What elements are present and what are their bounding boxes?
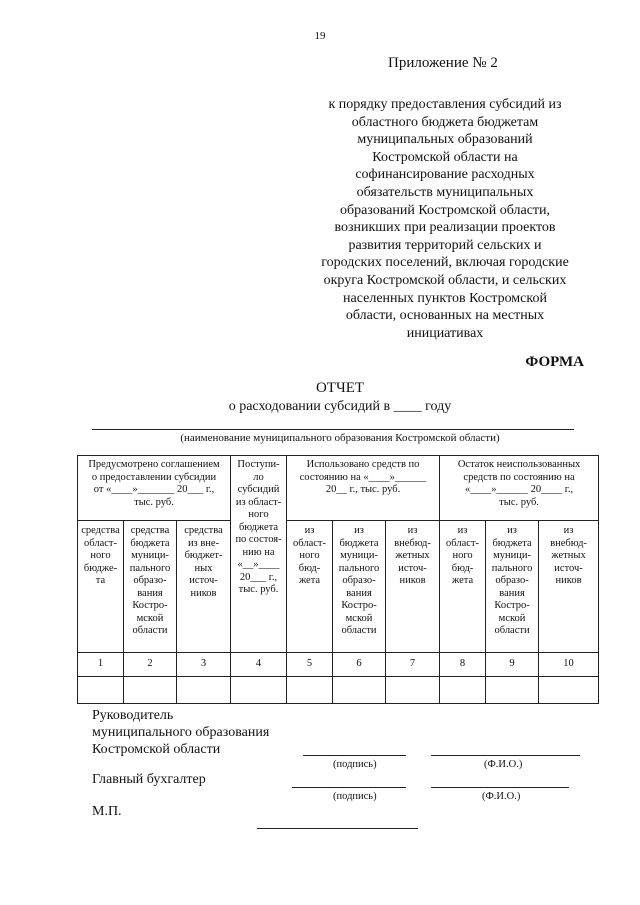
- chief-accountant-label: Главный бухгалтер: [92, 772, 206, 787]
- data-cell[interactable]: [231, 677, 287, 704]
- header-received-subsidies: Поступи- ло субсидий из област- ного бюджета по состоя- нию на «__»____ 20___ г., тыс. руб.: [231, 456, 287, 653]
- subheader-balance-regional: из област- ного бюд- жета: [440, 521, 486, 653]
- column-number: 6: [333, 653, 386, 677]
- data-cell[interactable]: [78, 677, 124, 704]
- data-cell[interactable]: [287, 677, 333, 704]
- subheader-used-extrabudget: из внебюд- жетных источ- ников: [386, 521, 440, 653]
- column-number: 3: [177, 653, 231, 677]
- report-table: [77, 455, 599, 704]
- purpose-line: софинансирование расходных: [355, 167, 535, 183]
- signature-note: (подпись): [333, 759, 377, 770]
- header-used-funds: Использовано средств по состоянию на «____»______ 20__ г., тыс. руб.: [287, 456, 440, 521]
- head-signature-line: [303, 755, 406, 756]
- head-line: Костромской области: [92, 742, 221, 757]
- purpose-line: к порядку предоставления субсидий из: [328, 97, 562, 112]
- stamp-label: М.П.: [92, 804, 122, 819]
- municipality-caption: (наименование муниципального образования Костромской области): [180, 432, 500, 444]
- column-number: 1: [78, 653, 124, 677]
- subheader-used-municipal: из бюджета муници- пального образо- вания Костро- мской области: [333, 521, 386, 653]
- purpose-line: областного бюджета бюджетам: [351, 114, 539, 130]
- subheader-used-regional: из област- ного бюд- жета: [287, 521, 333, 653]
- purpose-line: образований Костромской области,: [339, 202, 551, 218]
- column-number: 8: [440, 653, 486, 677]
- purpose-line: области, основанных на местных: [345, 308, 545, 324]
- purpose-line: округа Костромской области, и сельских: [323, 272, 567, 288]
- purpose-line: Костромской области на: [372, 149, 518, 165]
- signature-note: (подпись): [333, 791, 377, 802]
- head-signatory: [92, 707, 269, 758]
- form-label: ФОРМА: [525, 354, 584, 370]
- data-cell[interactable]: [486, 677, 539, 704]
- stamp-line: [257, 828, 418, 829]
- purpose-line: обязательств муниципальных: [356, 184, 534, 200]
- column-number: 5: [287, 653, 333, 677]
- column-number: 4: [231, 653, 287, 677]
- header-unused-balance: Остаток неиспользованных средств по состоянию на «____»______ 20____ г., тыс. руб.: [440, 456, 599, 521]
- subheader-municipal-funds: средства бюджета муници- пального образо- вания Костро- мской области: [124, 521, 177, 653]
- purpose-line: возникших при реализации проектов: [334, 220, 556, 236]
- head-line: Руководитель: [92, 708, 174, 723]
- municipality-line: [92, 429, 574, 430]
- column-number: 10: [539, 653, 599, 677]
- purpose-line: городских поселений, включая городские: [321, 255, 569, 271]
- subheader-extrabudget-funds: средства из вне- бюджет- ных источ- ников: [177, 521, 231, 653]
- data-cell[interactable]: [124, 677, 177, 704]
- data-cell[interactable]: [440, 677, 486, 704]
- column-number: 9: [486, 653, 539, 677]
- head-line: муниципального образования: [92, 725, 270, 740]
- purpose-line: инициативах: [406, 325, 484, 341]
- header-agreement-provided: Предусмотрено соглашением о предоставлении субсидии от «____»_______ 20___ г., тыс. руб.: [78, 456, 231, 521]
- report-subtitle: о расходовании субсидий в ____ году: [228, 399, 452, 414]
- subheader-balance-extrabudget: из внебюд- жетных источ- ников: [539, 521, 599, 653]
- column-number: 2: [124, 653, 177, 677]
- data-cell[interactable]: [539, 677, 599, 704]
- subheader-regional-funds: средства област- ного бюдже- та: [78, 521, 124, 653]
- purpose-line: муниципальных образований: [357, 132, 533, 148]
- report-title: ОТЧЕТ: [315, 380, 365, 396]
- accountant-name-line: [431, 787, 569, 788]
- purpose-line: развития территорий сельских и: [348, 237, 542, 253]
- data-cell[interactable]: [177, 677, 231, 704]
- column-number: 7: [386, 653, 440, 677]
- appendix-purpose: [300, 96, 590, 342]
- accountant-signature-line: [292, 787, 406, 788]
- data-cell[interactable]: [333, 677, 386, 704]
- data-cell[interactable]: [386, 677, 440, 704]
- page-number: 19: [314, 30, 326, 42]
- name-note: (Ф.И.О.): [482, 791, 521, 802]
- purpose-line: населенных пунктов Костромской: [343, 290, 547, 306]
- appendix-title: Приложение № 2: [388, 55, 498, 71]
- head-name-line: [431, 755, 580, 756]
- name-note: (Ф.И.О.): [484, 759, 523, 770]
- subheader-balance-municipal: из бюджета муници- пального образо- вания Костро- мской области: [486, 521, 539, 653]
